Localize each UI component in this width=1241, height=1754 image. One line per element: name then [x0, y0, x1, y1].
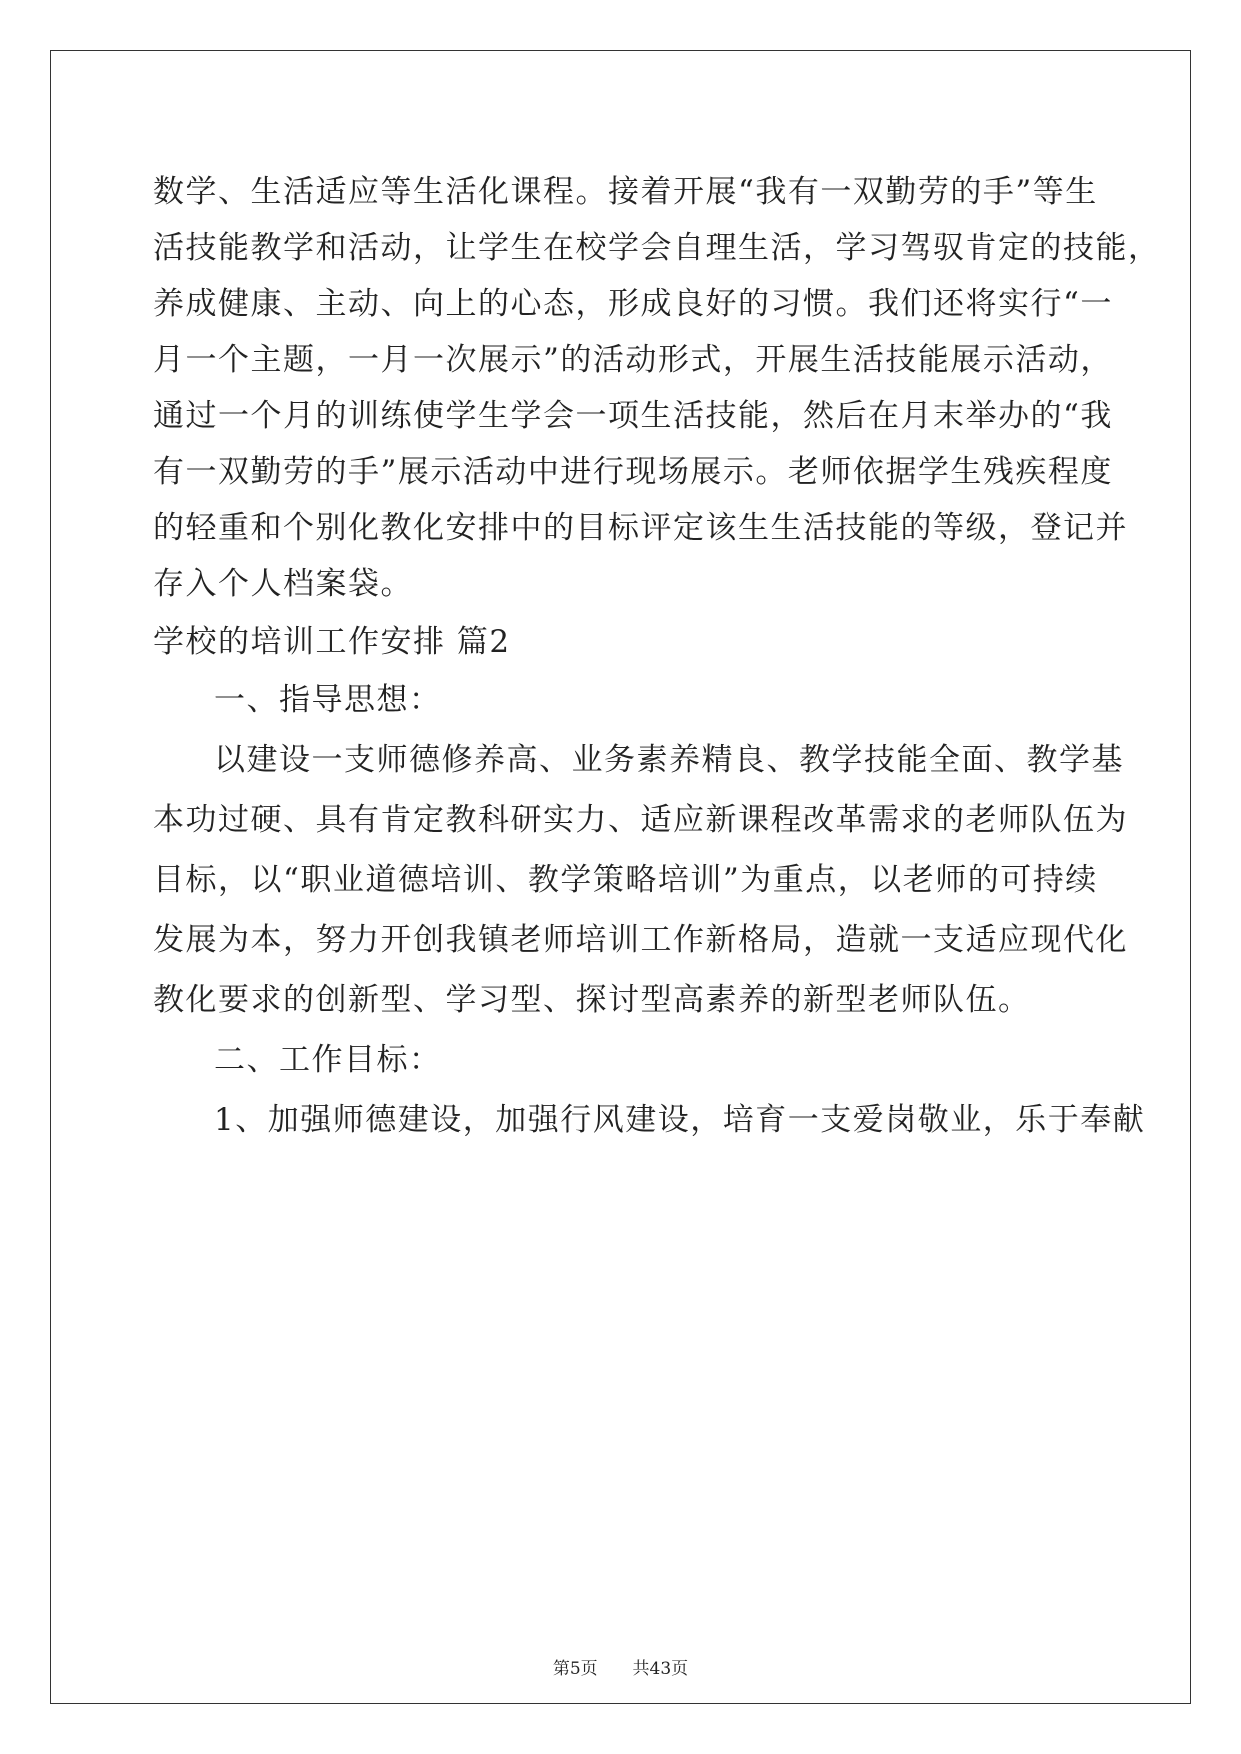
- heading-guiding-ideology: 一、指导思想：: [214, 682, 442, 718]
- body-line: 教化要求的创新型、学习型、探讨型高素养的新型老师队伍。: [153, 982, 1031, 1018]
- body-line: 养成健康、主动、向上的心态，形成良好的习惯。我们还将实行“一: [153, 286, 1113, 322]
- page-total: 共43页: [632, 1659, 689, 1679]
- heading-work-goals: 二、工作目标：: [214, 1042, 442, 1078]
- section-title: 学校的培训工作安排 篇2: [153, 624, 511, 660]
- body-line: 本功过硬、具有肯定教科研实力、适应新课程改革需求的老师队伍为: [153, 802, 1128, 838]
- body-line: 月一个主题，一月一次展示”的活动形式，开展生活技能展示活动，: [153, 342, 1113, 378]
- page-number: 第5页: [552, 1659, 598, 1679]
- body-line: 有一双勤劳的手”展示活动中进行现场展示。老师依据学生残疾程度: [153, 454, 1113, 490]
- body-line: 通过一个月的训练使学生学会一项生活技能，然后在月末举办的“我: [153, 398, 1113, 434]
- body-line: 活技能教学和活动，让学生在校学会自理生活，学习驾驭肯定的技能，: [153, 230, 1161, 266]
- body-line: 以建设一支师德修养高、业务素养精良、教学技能全面、教学基: [214, 742, 1124, 778]
- body-line: 存入个人档案袋。: [153, 566, 413, 602]
- body-line: 1、加强师德建设，加强行风建设，培育一支爱岗敬业，乐于奉献: [214, 1102, 1146, 1138]
- page-footer: [0, 1654, 1241, 1679]
- body-line: 数学、生活适应等生活化课程。接着开展“我有一双勤劳的手”等生: [153, 174, 1098, 210]
- body-line: 的轻重和个别化教化安排中的目标评定该生生活技能的等级，登记并: [153, 510, 1128, 546]
- body-line: 发展为本，努力开创我镇老师培训工作新格局，造就一支适应现代化: [153, 922, 1128, 958]
- body-line: 目标，以“职业道德培训、教学策略培训”为重点，以老师的可持续: [153, 862, 1098, 898]
